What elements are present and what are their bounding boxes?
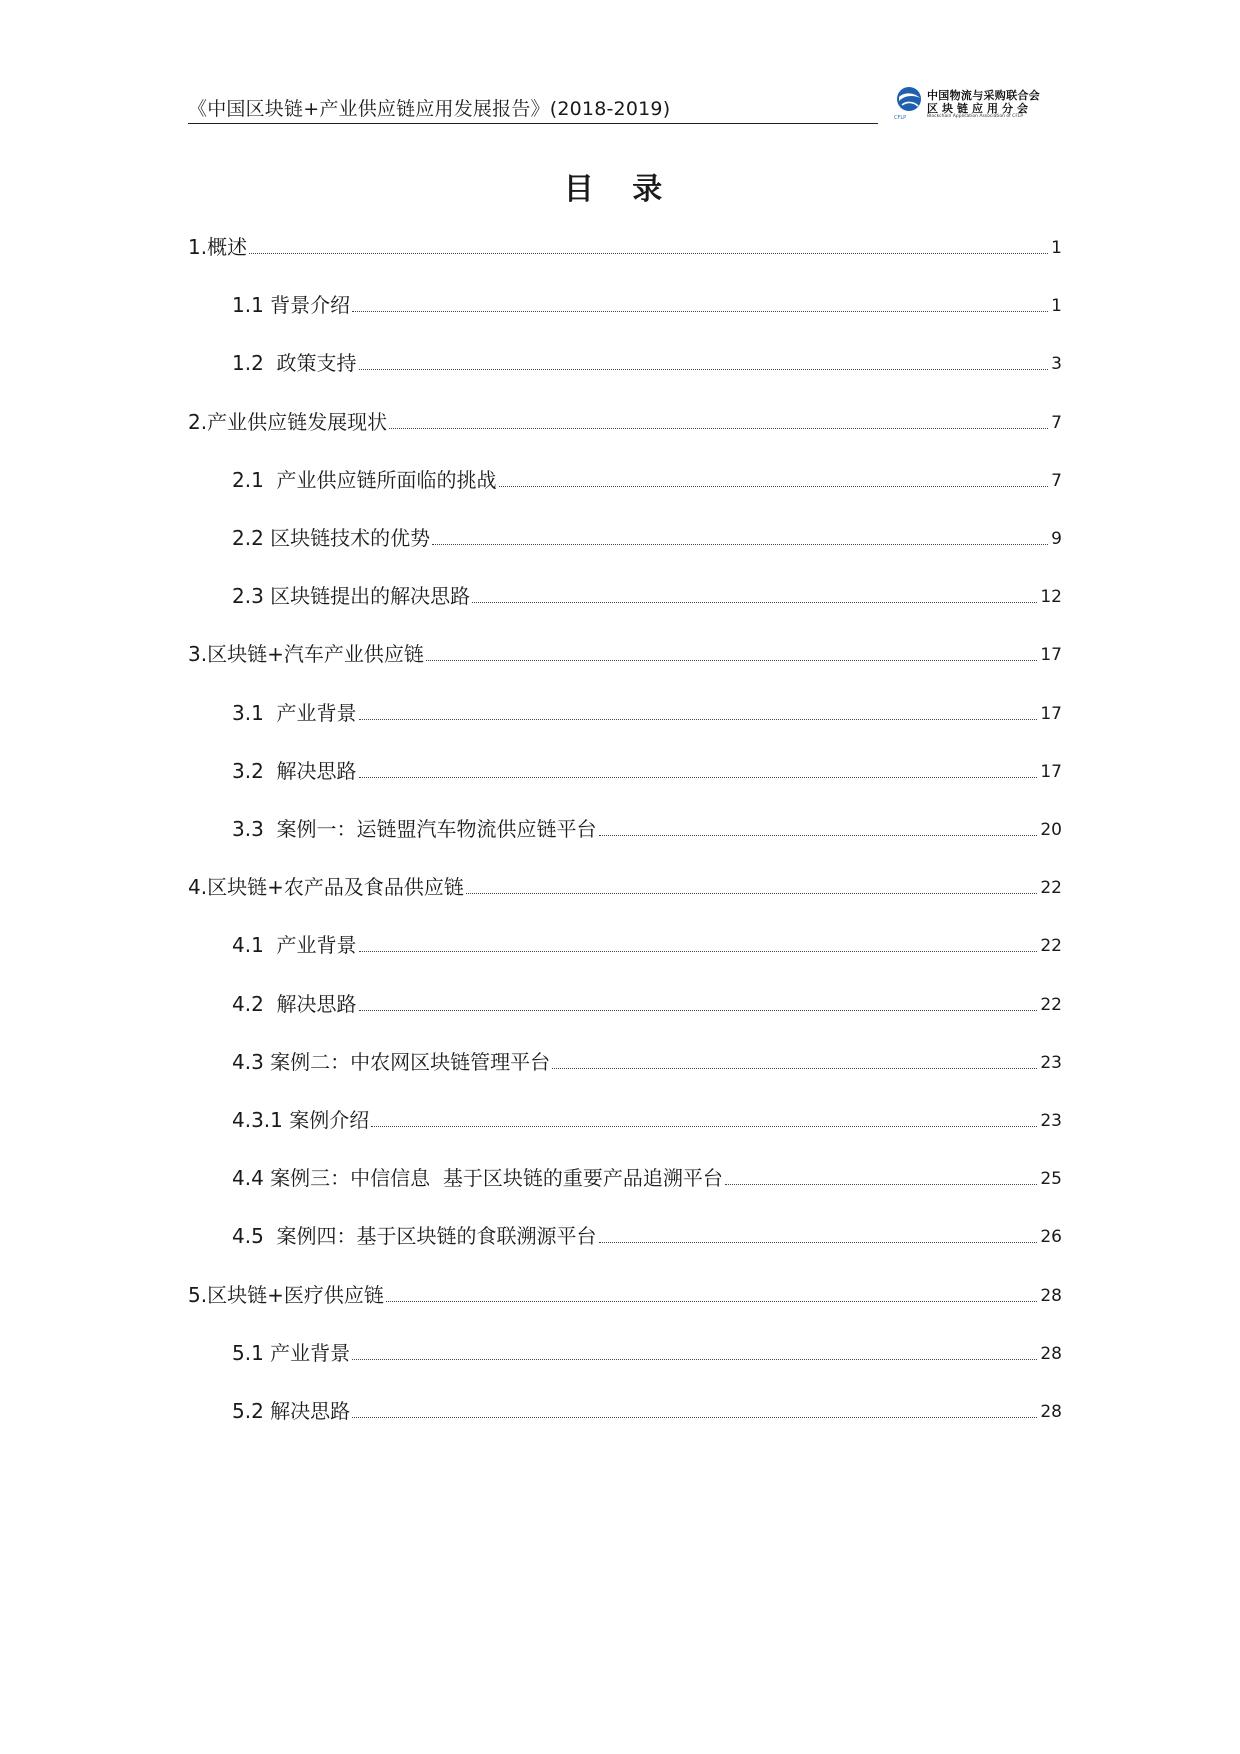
toc-page-number: 28 — [1040, 1402, 1062, 1422]
toc-entry-label: 3.3 案例一：运链盟汽车物流供应链平台 — [232, 817, 597, 841]
toc-page-number: 12 — [1040, 587, 1062, 608]
toc-dot-leader — [472, 601, 1037, 603]
logo-english-name: Blockchain Application Association of CFLP — [927, 114, 1024, 119]
toc-page-number: 20 — [1040, 820, 1062, 840]
toc-dot-leader — [359, 368, 1049, 370]
toc-entry[interactable] — [232, 579, 1062, 609]
header-divider — [188, 123, 878, 124]
toc-entry[interactable] — [232, 463, 1062, 493]
toc-page-number: 23 — [1040, 1111, 1062, 1131]
toc-entry-label: 4.3 案例二：中农网区块链管理平台 — [232, 1049, 551, 1074]
logo-branch-name: 区块链应用分会 — [927, 102, 1032, 115]
toc-page-number: 9 — [1051, 529, 1062, 549]
toc-entry[interactable] — [188, 230, 1062, 260]
toc-dot-leader — [359, 718, 1038, 720]
toc-dot-leader — [359, 950, 1038, 952]
toc-dot-leader — [352, 310, 1048, 312]
toc-entry-label: 1.概述 — [188, 235, 248, 259]
logo-abbreviation: CFLP — [894, 115, 907, 121]
toc-entry[interactable] — [188, 1278, 1062, 1308]
toc-entry-label: 1.1 背景介绍 — [232, 293, 351, 318]
toc-entry[interactable] — [188, 637, 1062, 667]
toc-entry[interactable] — [232, 928, 1062, 958]
toc-entry-label: 2.2 区块链技术的优势 — [232, 526, 431, 550]
toc-page-number: 22 — [1040, 936, 1062, 957]
toc-dot-leader — [599, 834, 1038, 836]
toc-dot-leader — [599, 1241, 1038, 1243]
toc-entry-label: 4.4 案例三：中信信息 基于区块链的重要产品追溯平台 — [232, 1166, 723, 1191]
toc-dot-leader — [466, 892, 1038, 894]
toc-entry-label: 3.2 解决思路 — [232, 758, 357, 783]
toc-entry[interactable] — [232, 812, 1062, 842]
toc-entry-label: 2.1 产业供应链所面临的挑战 — [232, 467, 497, 492]
toc-page-number: 17 — [1040, 761, 1062, 782]
toc-entry-label: 5.区块链+医疗供应链 — [188, 1282, 384, 1307]
toc-page-number: 26 — [1040, 1227, 1062, 1248]
toc-entry-label: 2.产业供应链发展现状 — [188, 409, 388, 434]
toc-page-number: 1 — [1051, 238, 1062, 258]
toc-heading: 目 录 — [563, 172, 677, 207]
toc-page-number: 28 — [1040, 1343, 1062, 1364]
toc-dot-leader — [725, 1183, 1037, 1185]
toc-dot-leader — [352, 1358, 1037, 1360]
toc-entry[interactable] — [232, 1219, 1062, 1249]
toc-dot-leader — [249, 252, 1048, 254]
toc-entry-label: 3.区块链+汽车产业供应链 — [188, 642, 424, 667]
toc-entry[interactable] — [232, 521, 1062, 551]
toc-dot-leader — [426, 659, 1038, 661]
toc-page-number: 7 — [1051, 412, 1062, 433]
toc-page-number: 17 — [1040, 645, 1062, 666]
toc-dot-leader — [389, 427, 1048, 429]
toc-dot-leader — [499, 485, 1049, 487]
toc-entry-label: 4.3.1 案例介绍 — [232, 1108, 370, 1132]
toc-entry-label: 5.1 产业背景 — [232, 1340, 351, 1365]
toc-dot-leader — [432, 543, 1048, 545]
report-title: 《中国区块链+产业供应链应用发展报告》(2018-2019) — [188, 98, 671, 120]
toc-dot-leader — [552, 1067, 1037, 1069]
toc-entry-label: 2.3 区块链提出的解决思路 — [232, 584, 471, 609]
toc-page-number: 25 — [1040, 1169, 1062, 1190]
toc-entry-label: 1.2 政策支持 — [232, 351, 357, 376]
logo-org-name: 中国物流与采购联合会 — [927, 89, 1040, 102]
toc-entry[interactable] — [232, 346, 1062, 376]
toc-entry[interactable] — [232, 288, 1062, 318]
toc-page-number: 7 — [1051, 470, 1062, 491]
toc-dot-leader — [352, 1416, 1037, 1418]
toc-page-number: 22 — [1040, 878, 1062, 899]
toc-entry[interactable] — [232, 1336, 1062, 1366]
toc-page-number: 3 — [1051, 354, 1062, 375]
toc-entry-label: 5.2 解决思路 — [232, 1399, 351, 1423]
toc-dot-leader — [371, 1125, 1037, 1127]
toc-entry-label: 4.1 产业背景 — [232, 933, 357, 958]
toc-dot-leader — [359, 1009, 1038, 1011]
page-header — [188, 78, 1058, 126]
toc-entry[interactable] — [232, 1161, 1062, 1191]
toc-page-number: 28 — [1040, 1285, 1062, 1306]
toc-entry[interactable] — [232, 754, 1062, 784]
toc-entry[interactable] — [232, 1394, 1062, 1424]
toc-entry-label: 4.2 解决思路 — [232, 991, 357, 1016]
toc-entry[interactable] — [232, 1045, 1062, 1075]
toc-page-number: 22 — [1040, 994, 1062, 1015]
toc-page-number: 1 — [1051, 296, 1062, 317]
toc-entry-label: 4.区块链+农产品及食品供应链 — [188, 875, 464, 900]
toc-dot-leader — [386, 1300, 1038, 1302]
toc-entry[interactable] — [232, 1103, 1062, 1133]
organization-logo — [894, 86, 1064, 124]
toc-entry-label: 4.5 案例四：基于区块链的食联溯源平台 — [232, 1224, 597, 1249]
toc-page-number: 23 — [1040, 1052, 1062, 1073]
toc-entry[interactable] — [232, 987, 1062, 1017]
toc-entry[interactable] — [188, 405, 1062, 435]
toc-entry-label: 3.1 产业背景 — [232, 700, 357, 725]
toc-dot-leader — [359, 776, 1038, 778]
toc-entry[interactable] — [232, 696, 1062, 726]
toc-page-number: 17 — [1040, 703, 1062, 724]
toc-entry[interactable] — [188, 870, 1062, 900]
